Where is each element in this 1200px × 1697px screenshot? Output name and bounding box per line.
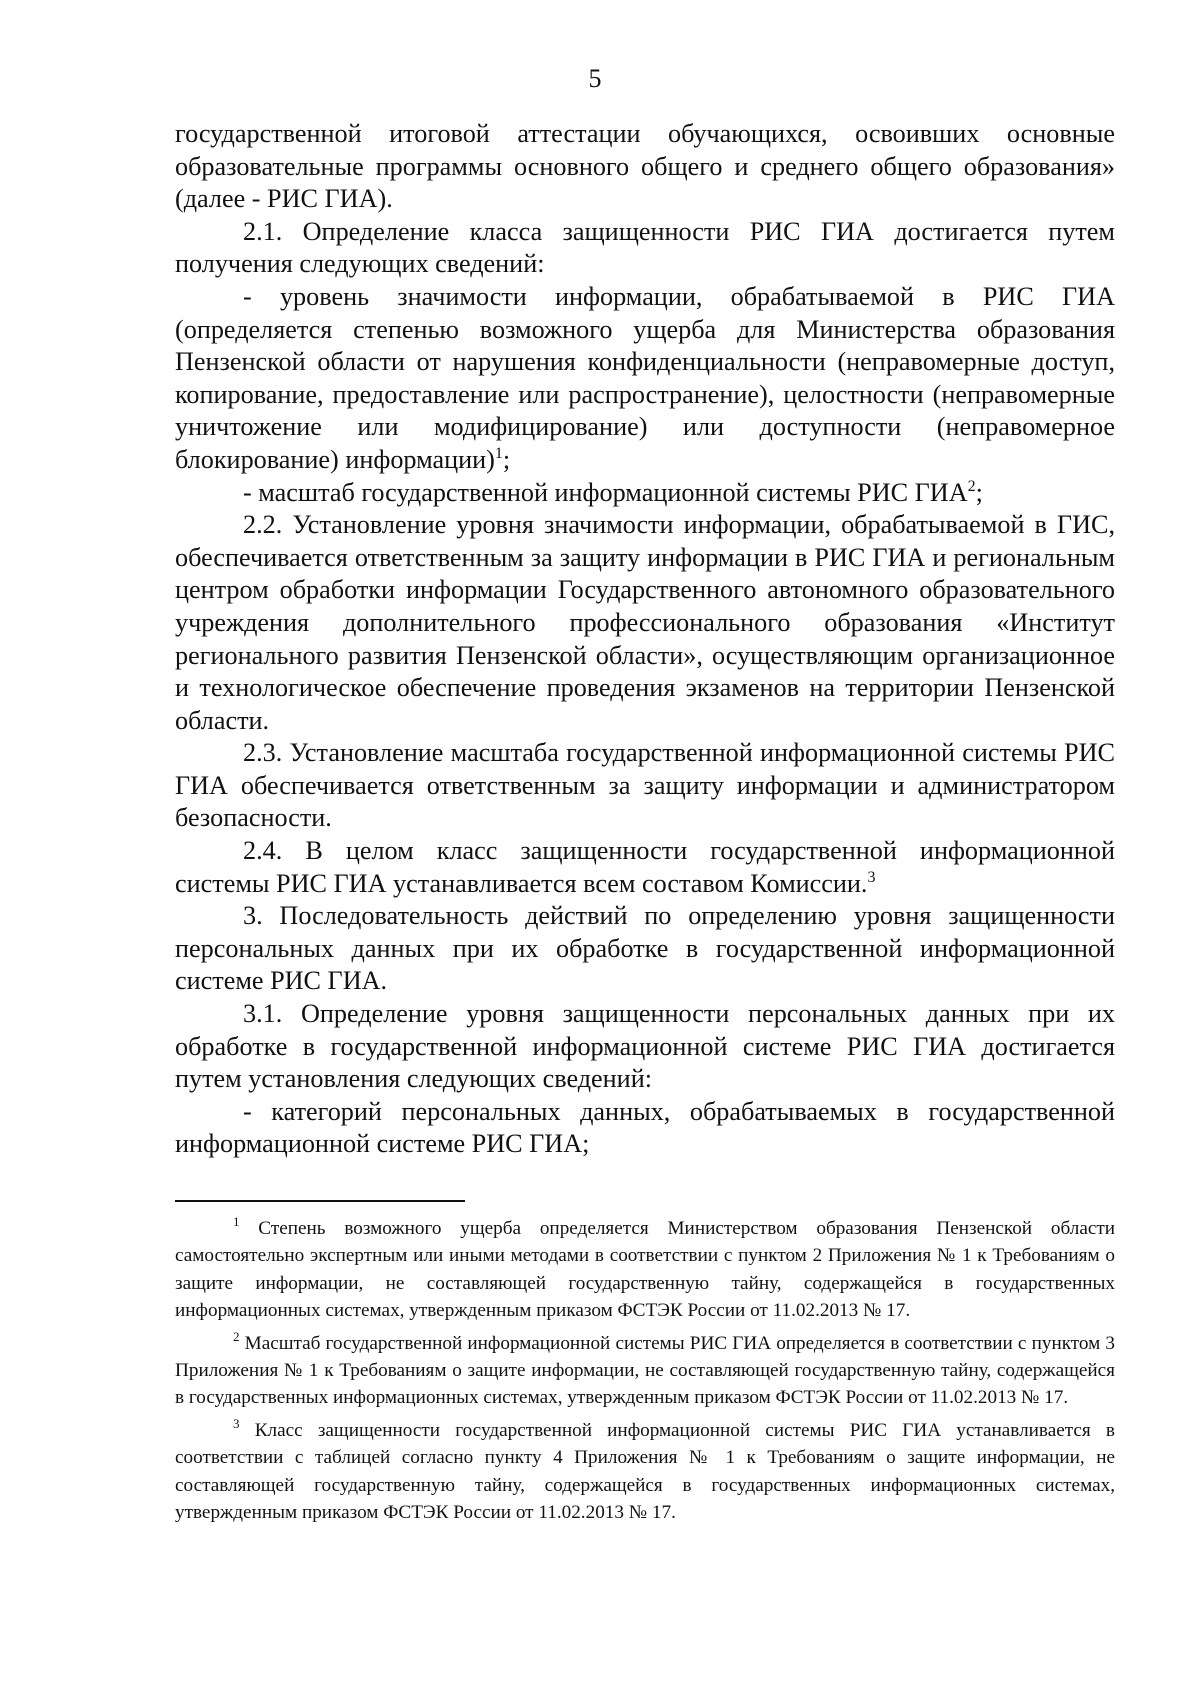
footnote-text: Класс защищенности государственной информационной системы РИС ГИА устанавливается в соответствии с таблицей согласно пункту 4 Приложения № 1 к Требованиям о защите информации, не составляющей государственную тайну, содержащейся в государственных информационных системах, утвержденным приказом ФСТЭК России от 11.02.2013 № 17. bbox=[175, 1419, 1115, 1524]
paragraph-2-4 bbox=[175, 835, 1115, 900]
paragraph-text: - масштаб государственной информационной системы РИС ГИА bbox=[243, 477, 968, 507]
footnote-ref-1: 1 bbox=[494, 444, 503, 462]
paragraph-2-2: 2.2. Установление уровня значимости информации, обрабатываемой в ГИС, обеспечивается ответственным за защиту информации в РИС ГИА и региональным центром обработки информации Государственного автономного образовательного учреждения дополнительного профессионального образования «Институт регионального развития Пензенской области», осуществляющим организационное и технологическое обеспечение проведения экзаменов на территории Пензенской области. bbox=[175, 510, 1115, 735]
paragraph-2-3: 2.3. Установление масштаба государственной информационной системы РИС ГИА обеспечивается ответственным за защиту информации и администратором безопасности. bbox=[175, 738, 1115, 833]
paragraph-3-1: 3.1. Определение уровня защищенности персональных данных при их обработке в государственной информационной системе РИС ГИА достигается путем установления следующих сведений: bbox=[175, 999, 1115, 1094]
footnote-mark: 1 bbox=[233, 1214, 240, 1229]
paragraph-continuation: государственной итоговой аттестации обучающихся, освоивших основные образовательные программы основного общего и среднего общего образования» (далее - РИС ГИА). bbox=[175, 119, 1115, 214]
paragraph-system-scale bbox=[175, 477, 1115, 510]
paragraph-3: 3. Последовательность действий по определению уровня защищенности персональных данных при их обработке в государственной информационной системе РИС ГИА. bbox=[175, 901, 1115, 996]
footnote-3 bbox=[175, 1417, 1115, 1527]
paragraph-2-1: 2.1. Определение класса защищенности РИС ГИА достигается путем получения следующих сведений: bbox=[175, 216, 1115, 279]
page-number: 5 bbox=[588, 64, 602, 93]
footnote-mark: 3 bbox=[233, 1415, 240, 1431]
paragraph-punct: ; bbox=[502, 444, 511, 474]
footnote-text: Степень возможного ущерба определяется Министерством образования Пензенской области самостоятельно экспертным или иными методами в соответствии с пунктом 2 Приложения № 1 к Требованиям о защите информации, не составляющей государственную тайну, содержащейся в государственных информационных системах, утвержденным приказом ФСТЭК России от 11.02.2013 № 17. bbox=[175, 1218, 1115, 1322]
paragraph-text: 2.4. В целом класс защищенности государственной информационной системы РИС ГИА устанавливается всем составом Комиссии. bbox=[175, 836, 1115, 898]
footnote-separator bbox=[175, 1200, 465, 1202]
footnote-ref-2: 2 bbox=[967, 477, 976, 495]
paragraph-significance-level bbox=[175, 281, 1115, 477]
footnote-1 bbox=[175, 1215, 1115, 1325]
footnote-ref-3: 3 bbox=[867, 868, 876, 886]
paragraph-punct: ; bbox=[975, 477, 983, 507]
paragraph-data-categories: - категорий персональных данных, обрабатываемых в государственной информационной системе РИС ГИА; bbox=[175, 1096, 1115, 1159]
footnotes bbox=[175, 1215, 1115, 1531]
footnote-mark: 2 bbox=[233, 1328, 240, 1344]
footnote-2 bbox=[175, 1330, 1115, 1412]
document-body bbox=[175, 118, 1115, 1161]
footnote-text: Масштаб государственной информационной системы РИС ГИА определяется в соответствии с пунктом 3 Приложения № 1 к Требованиям о защите информации, не составляющей государственную тайну, содержащейся в государственных информационных системах, утвержденным приказом ФСТЭК России от 11.02.2013 № 17. bbox=[175, 1332, 1115, 1409]
paragraph-text: - уровень значимости информации, обрабатываемой в РИС ГИА (определяется степенью возможного ущерба для Министерства образования Пензенской области от нарушения конфиденциальности (неправомерные доступ, копирование, предоставление или распространение), целостности (неправомерные уничтожение или модифицирование) или доступности (неправомерное блокирование) информации) bbox=[175, 281, 1115, 474]
